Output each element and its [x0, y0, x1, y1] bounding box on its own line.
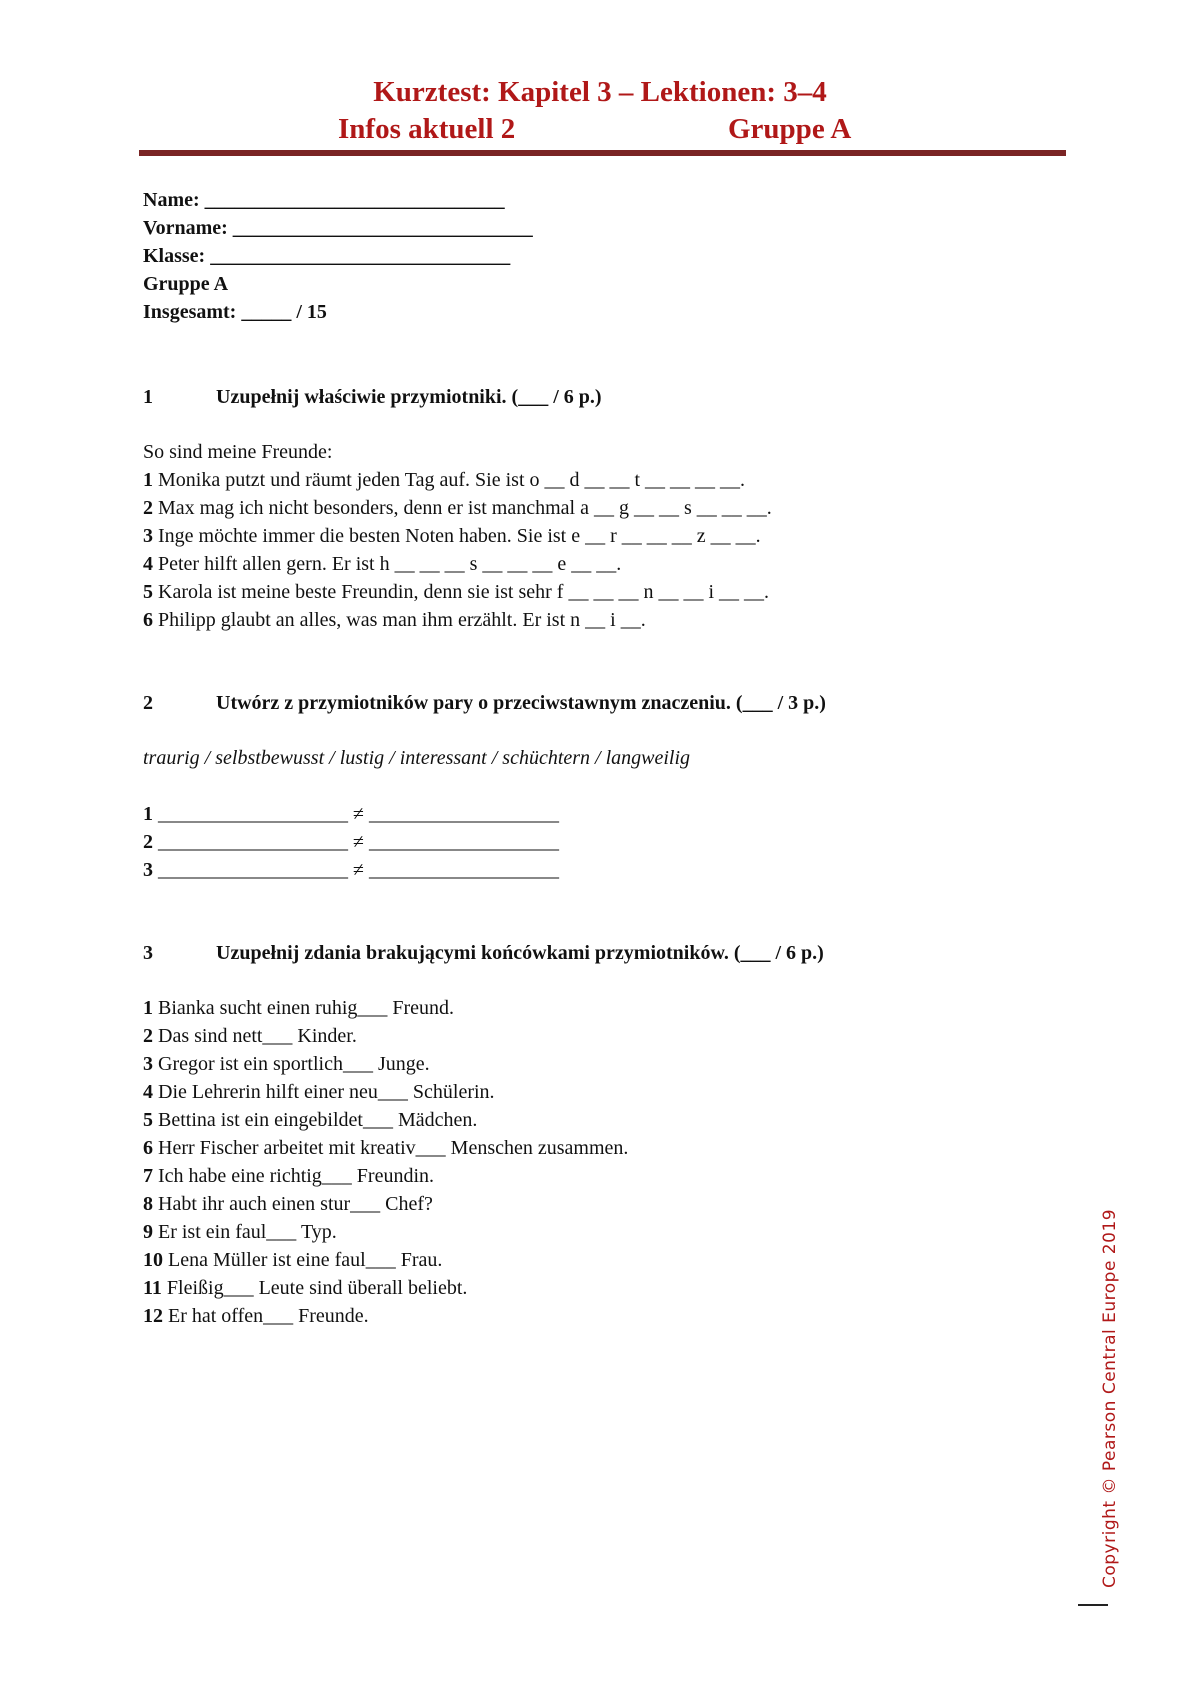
- list-item[interactable]: 11 Fleißig___ Leute sind überall beliebt.: [143, 1277, 468, 1299]
- section2-title: Utwórz z przymiotników pary o przeciwstawnym znaczeniu. (___ / 3 p.): [216, 692, 826, 714]
- section1-number: 1: [143, 386, 153, 408]
- list-item[interactable]: 3 Inge möchte immer die besten Noten haben. Sie ist e __ r __ __ __ z __ __.: [143, 525, 761, 547]
- insgesamt-field[interactable]: Insgesamt: _____ / 15: [143, 301, 327, 323]
- list-item[interactable]: 6 Philipp glaubt an alles, was man ihm erzählt. Er ist n __ i __.: [143, 609, 646, 631]
- list-item[interactable]: 1 ___________________ ≠ ___________________: [143, 803, 559, 825]
- list-item[interactable]: 2 Max mag ich nicht besonders, denn er ist manchmal a __ g __ __ s __ __ __.: [143, 497, 772, 519]
- list-item[interactable]: 4 Peter hilft allen gern. Er ist h __ __ __ s __ __ __ e __ __.: [143, 553, 622, 575]
- group-title: Gruppe A: [728, 113, 852, 145]
- list-item[interactable]: 6 Herr Fischer arbeitet mit kreativ___ Menschen zusammen.: [143, 1137, 629, 1159]
- list-item[interactable]: 3 ___________________ ≠ ___________________: [143, 859, 559, 881]
- book-title: Infos aktuell 2: [338, 113, 516, 145]
- section2-number: 2: [143, 692, 153, 714]
- section3-title: Uzupełnij zdania brakującymi końcówkami przymiotników. (___ / 6 p.): [216, 942, 824, 964]
- footer-rule: [1078, 1604, 1108, 1606]
- list-item[interactable]: 10 Lena Müller ist eine faul___ Frau.: [143, 1249, 443, 1271]
- section1-title: Uzupełnij właściwie przymiotniki. (___ / 6 p.): [216, 386, 602, 408]
- list-item[interactable]: 9 Er ist ein faul___ Typ.: [143, 1221, 337, 1243]
- list-item[interactable]: 8 Habt ihr auch einen stur___ Chef?: [143, 1193, 433, 1215]
- list-item[interactable]: 1 Bianka sucht einen ruhig___ Freund.: [143, 997, 455, 1019]
- list-item[interactable]: 12 Er hat offen___ Freunde.: [143, 1305, 369, 1327]
- list-item[interactable]: 5 Karola ist meine beste Freundin, denn sie ist sehr f __ __ __ n __ __ i __ __.: [143, 581, 770, 603]
- header-rule: [139, 150, 1066, 156]
- vorname-field[interactable]: Vorname: ______________________________: [143, 217, 533, 239]
- section2-word-bank: traurig / selbstbewusst / lustig / interessant / schüchtern / langweilig: [143, 747, 691, 769]
- klasse-field[interactable]: Klasse: ______________________________: [143, 245, 511, 267]
- list-item[interactable]: 2 Das sind nett___ Kinder.: [143, 1025, 357, 1047]
- section3-number: 3: [143, 942, 153, 964]
- page-title: Kurztest: Kapitel 3 – Lektionen: 3–4: [373, 76, 827, 108]
- list-item[interactable]: 1 Monika putzt und räumt jeden Tag auf. Sie ist o __ d __ __ t __ __ __ __.: [143, 469, 746, 491]
- copyright-notice: Copyright © Pearson Central Europe 2019: [1100, 1208, 1120, 1588]
- list-item[interactable]: 4 Die Lehrerin hilft einer neu___ Schülerin.: [143, 1081, 495, 1103]
- list-item[interactable]: 5 Bettina ist ein eingebildet___ Mädchen.: [143, 1109, 478, 1131]
- section1-intro: So sind meine Freunde:: [143, 441, 333, 463]
- gruppe-label: Gruppe A: [143, 273, 229, 295]
- list-item[interactable]: 2 ___________________ ≠ ___________________: [143, 831, 559, 853]
- list-item[interactable]: 7 Ich habe eine richtig___ Freundin.: [143, 1165, 435, 1187]
- name-field[interactable]: Name: ______________________________: [143, 189, 505, 211]
- list-item[interactable]: 3 Gregor ist ein sportlich___ Junge.: [143, 1053, 430, 1075]
